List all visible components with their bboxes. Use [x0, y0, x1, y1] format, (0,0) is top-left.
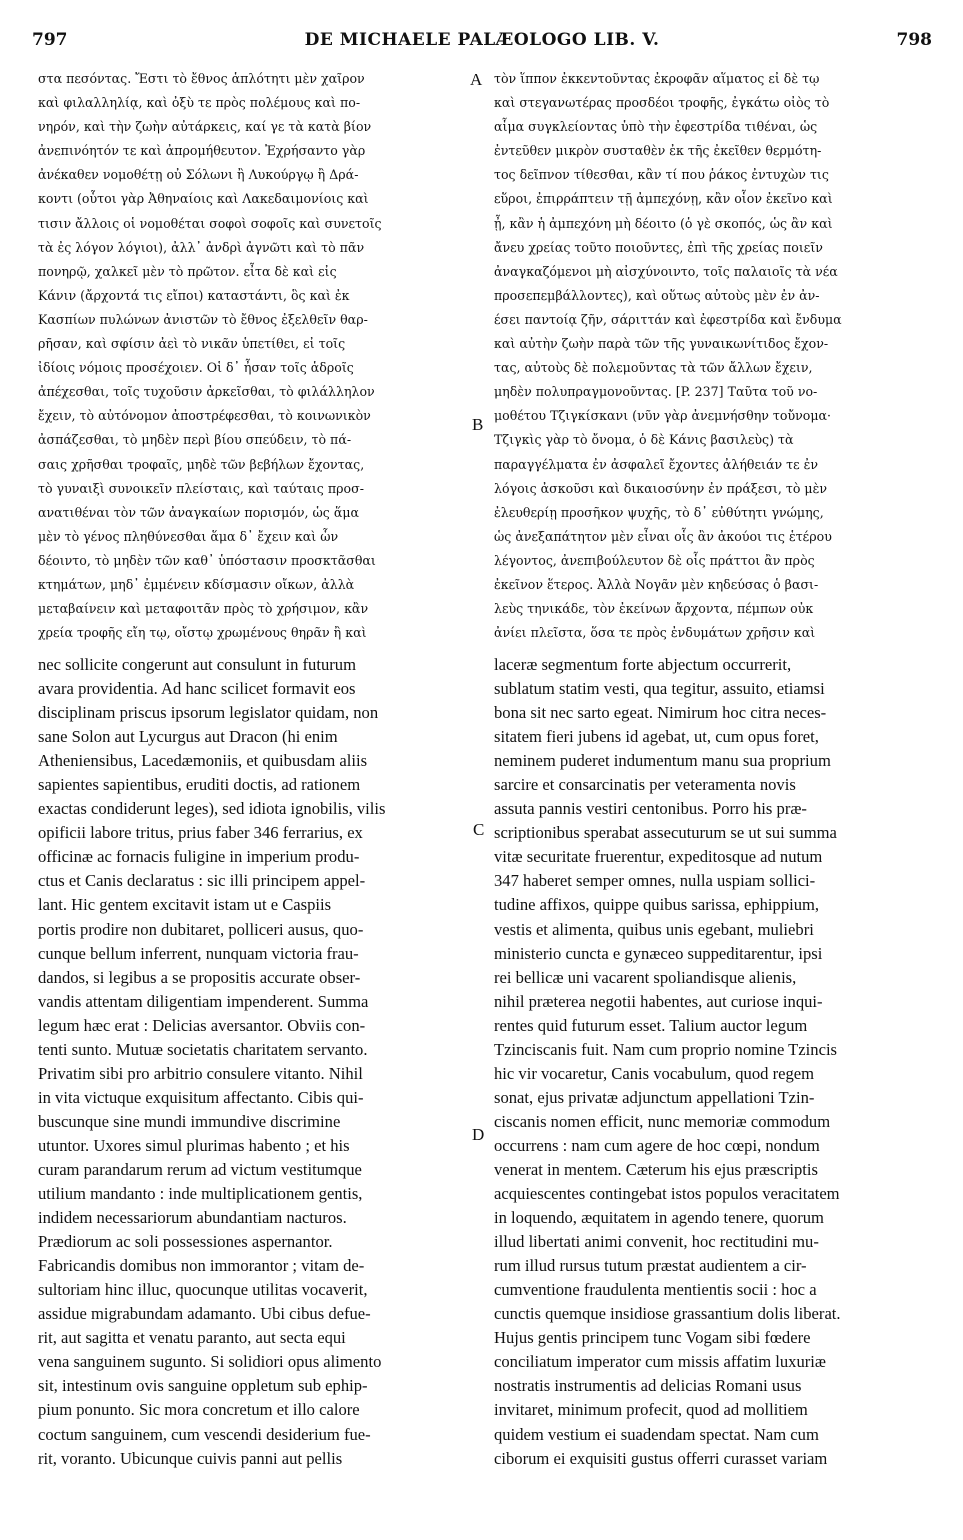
text-line: εὕροι, ἐπιρράπτειν τῇ ἀμπεχόνῃ, κἂν οἷον ἐκεῖνο καὶ — [494, 191, 833, 207]
text-line: rei bellicæ uni vacarent spoliandisque alienis, — [494, 967, 797, 987]
text-line: καὶ στεγανωτέρας προσδέοι τροφῆς, ἐγκάτω οἰὸς τὸ — [494, 95, 830, 111]
text-line: Κάνιν (ἄρχοντά τις εἴποι) καταστάντι, ὃς καὶ ἐκ — [38, 287, 350, 303]
text-line: vandis attentam diligentiam impenderent. Summa — [38, 991, 369, 1011]
text-line: rit, aut sagitta et venatu paranto, aut secta equi — [38, 1328, 346, 1348]
text-line: avara providentia. Ad hanc scilicet formavit eos — [38, 679, 356, 699]
text-line: ἀναγκαζόμενοι μὴ αἰσχύνοιντο, τοῖς παλαιοῖς τὰ νέα — [494, 263, 838, 279]
text-line: assidue migrabundam adamanto. Ubi cibus defue- — [38, 1304, 371, 1324]
text-line: δέοιντο, τὸ μηδὲν τῶν καθ᾽ ὑπόστασιν προσκτᾶσθαι — [38, 552, 376, 568]
text-line: κοντι (οὗτοι γὰρ Ἀθηναίοις καὶ Λακεδαιμονίοις καὶ — [38, 191, 369, 207]
text-line: exactas condiderunt leges), sed idiota ignobilis, vilis — [38, 799, 386, 819]
text-line: στα πεσόντας. Ἔστι τὸ ἔθνος ἁπλότητι μὲν χαῖρον — [38, 71, 365, 86]
text-line: ἀνίει πλεῖστα, ὅσα τε πρὸς ἐνδυμάτων χρῆσιν καὶ — [494, 625, 816, 641]
text-line: acquiescentes contingebat istos populos veracitatem — [494, 1184, 840, 1204]
text-line: ministerio cuncta e gynæceo suppeditarentur, ipsi — [494, 943, 823, 963]
text-line: ἐλευθερίῃ προσῆκον ψυχῆς, τὸ δ᾽ εὐθύτητι γνώμης, — [494, 504, 824, 520]
text-line: ἔχειν, τὸ αὐτόνομον ἀποστρέφεσθαι, τὸ κοινωνικὸν — [38, 408, 371, 424]
text-line: λόγοις ἀσκοῦσι καὶ δικαιοσύνην ἐν πράξεσι, τὸ μὲν — [494, 480, 828, 496]
text-line: indidem necessariorum abundantiam nacturos. — [38, 1208, 347, 1228]
text-line: neminem puderet indumentum manu sua proprium — [494, 751, 831, 771]
text-line: ρῆσαν, καὶ σφίσιν ἀεὶ τὸ νικᾶν ὑπετίθει, εἰ τοῖς — [38, 336, 346, 352]
greek-column-left — [38, 67, 466, 645]
text-line: cunque bellum inferrent, nunquam victoria frau- — [38, 943, 359, 963]
latin-column-right — [494, 653, 934, 1471]
text-line: sitatem fieri jubens id agebat, ut, cum opus foret, — [494, 727, 819, 747]
text-line: ἐντεῦθεν μικρὸν συσταθὲν ἐκ τῆς ἐκεῖθεν θερμότη- — [494, 143, 822, 159]
text-line: ἀνέκαθεν νομοθέτῃ οὐ Σόλωνι ἢ Λυκούργῳ ἢ Δρά- — [38, 167, 359, 183]
text-line: Privatim sibi pro arbitrio consulere vitanto. Nihil — [38, 1063, 363, 1083]
text-line: nostratis instrumentis ad delicias Romani usus — [494, 1376, 802, 1396]
text-line: sane Solon aut Lycurgus aut Dracon (hi enim — [38, 727, 338, 747]
text-line: invitaret, minimum profecit, quod ad mollitiem — [494, 1400, 808, 1420]
text-line: coctum sanguinem, cum vescendi desiderium fue- — [38, 1424, 371, 1444]
text-line: tenti sunto. Mutuæ societatis charitatem servanto. — [38, 1039, 368, 1059]
text-line: officinæ ac fornacis fuligine in imperium produ- — [38, 847, 360, 867]
text-line: nihil præterea negotii habentes, aut curiose inqui- — [494, 991, 823, 1011]
text-line: venerat in mentem. Cæterum his ejus præscriptis — [494, 1159, 818, 1179]
text-line: scriptionibus sperabat assecuturum se ut sui summa — [494, 823, 837, 843]
text-line: έσει παντοίᾳ ζῆν, σάριττάν καὶ ἐφεστρίδα καὶ ἔνδυμα — [494, 311, 842, 327]
text-line: μὲν τὸ γένος πληθύνεσθαι ἅμα δ᾽ ἔχειν καὶ ὧν — [38, 528, 339, 544]
text-line: παραγγέλματα ἐν ἀσφαλεῖ ἔχοντες ἀλήθειάν τε ἐν — [494, 456, 819, 472]
text-line: nec sollicite congerunt aut consulunt in futurum — [38, 655, 356, 674]
text-line: assuta pannis vestiri centonibus. Porro his præ- — [494, 799, 807, 819]
text-line: Atheniensibus, Lacedæmoniis, et quibusdam aliis — [38, 751, 368, 771]
running-title: DE MICHAELE PALÆOLOGO LIB. V. — [304, 30, 660, 50]
text-line: τὰ ἐς λόγον λόγιοι), ἀλλ᾽ ἀνδρὶ ἀγνῶτι καὶ τὸ πᾶν — [38, 239, 365, 255]
text-line: αἷμα συγκλείοντας ὑπὸ τὴν ἐφεστρίδα τιθέναι, ὡς — [494, 119, 818, 135]
text-line: ᾖ, κἂν ἡ ἀμπεχόνη μὴ δέοιτο (ὁ γὲ σκοπός, ὡς ἂν καὶ — [494, 215, 833, 231]
text-line: 347 haberet semper omnes, nulla uspiam sollici- — [494, 871, 816, 891]
text-line: sapientes sapientibus, eruditi doctis, ad rationem — [38, 775, 361, 795]
text-line: ctus et Canis declaratus : sic illi principem appel- — [38, 871, 366, 891]
text-line: ἀπέχεσθαι, τοῖς τυχοῦσιν ἀρκεῖσθαι, τὸ φιλάλληλον — [38, 384, 375, 400]
text-line: rentes quid futurum esset. Talium auctor legum — [494, 1015, 808, 1035]
text-line: τὸν ἵππον ἐκκεντοῦντας ἐκροφᾶν αἵματος εἰ δὲ τῳ — [494, 71, 820, 86]
text-line: rum illud rursus tutum præstat audientem a cir- — [494, 1256, 807, 1276]
text-line: νηρόν, καὶ τὴν ζωὴν αὐτάρκεις, καί γε τὰ κατὰ βίον — [38, 119, 372, 135]
text-line: utilium mandanto : inde multiplicationem gentis, — [38, 1184, 363, 1204]
text-line: in loquendo, æquitatem in agendo tenere, quorum — [494, 1208, 824, 1228]
text-line: ἀνεπινόητόν τε καὶ ἀπρομήθευτον. Ἐχρήσαντο γὰρ — [38, 143, 366, 159]
text-line: ὡς ἀνεξαπάτητον μὲν εἶναι οἷς ἂν ἀκούοι τις ἑτέρου — [494, 528, 832, 544]
text-line: hic vir vocaretur, Canis vocabulum, quod regem — [494, 1063, 815, 1083]
text-line: sit, intestinum ovis sanguine oppletum sub ephip- — [38, 1376, 368, 1396]
text-line: πονηρῷ, χαλκεῖ μὲν τὸ πρῶτον. εἶτα δὲ καὶ εἰς — [38, 263, 337, 279]
text-line: τισιν ἄλλοις οἱ νομοθέται σοφοὶ σοφοῖς καὶ συνετοῖς — [38, 215, 382, 231]
text-line: conciliatum imperator cum missis affatim luxuriæ — [494, 1352, 826, 1372]
text-line: sarcire et consarcinatis per veteramenta novis — [494, 775, 796, 795]
text-line: ἄνευ χρείας τοῦτο ποιοῦντες, ἐπὶ τῆς χρείας ποιεῖν — [494, 239, 823, 255]
text-line: vitæ securitate fruerentur, expeditosque ad nutum — [494, 847, 823, 867]
text-line: Prædiorum ac soli possessiones aspernantor. — [38, 1232, 333, 1252]
text-line: τὸ γυναιξὶ συνοικεῖν πλείσταις, καὶ ταύταις προσ- — [38, 480, 364, 496]
text-line: σαις χρῆσθαι τροφαῖς, μηδὲ τῶν βεβήλων ἔχοντας, — [38, 456, 365, 472]
text-line: vena sanguinem suguntо. Si solidiori opus alimento — [38, 1352, 382, 1372]
text-line: lant. Hic gentem excitavit istam ut e Caspiis — [38, 895, 332, 915]
text-line: utuntor. Uxores simul plurimas habento ; et his — [38, 1135, 350, 1155]
text-line: occurrens : nam cum agere de hoc cœpi, nondum — [494, 1135, 820, 1155]
text-line: illud libertati animi convenit, hoc rectitudini mu- — [494, 1232, 819, 1252]
page-number-left: 797 — [32, 30, 68, 50]
page-header — [32, 30, 932, 60]
text-line: sonat, ejus privatæ adjunctum appellationi Tzin- — [494, 1087, 815, 1107]
text-line: quidem vestium ei suadendam spectat. Nam cum — [494, 1424, 819, 1444]
text-line: Tzinciscanis fuit. Nam cum proprio nomine Tzincis — [494, 1039, 838, 1059]
text-line: τας, αὐτοὺς δὲ πολεμοῦντας τὰ τῶν ἄλλων ἔχειν, — [494, 360, 813, 376]
text-line: τος δεῖπνον τίθεσθαι, κἂν τί που ῥάκος ἐντυχὼν τις — [494, 167, 829, 183]
section-marker-a: A — [470, 70, 483, 89]
text-line: μηδὲν πολυπραγμονοῦντας. [P. 237] Ταῦτα τοῦ νο- — [494, 384, 818, 400]
text-line: Τζιγκὶς γὰρ τὸ ὄνομα, ὁ δὲ Κάνις βασιλεὺς) τὰ — [494, 432, 794, 448]
latin-column-left — [38, 653, 466, 1471]
text-line: ciborum ei exquisiti gustus offerri curasset variam — [494, 1448, 828, 1468]
text-line: καὶ φιλαλληλίᾳ, καὶ ὀξὺ τε πρὸς πολέμους καὶ πο- — [38, 95, 361, 111]
text-line: μεταβαίνειν καὶ μεταφοιτᾶν πρὸς τὸ χρήσιμον, κἂν — [38, 601, 369, 617]
text-line: ἀσπάζεσθαι, τὸ μηδὲν περὶ βίου σπεύδειν, τὸ πά- — [38, 432, 352, 448]
text-line: καὶ αὐτὴν ζωὴν παρὰ τῶν τῆς γυναικωνίτιδος ἔχον- — [494, 336, 829, 352]
page-number-right: 798 — [896, 30, 932, 50]
section-marker-c: C — [473, 820, 485, 839]
text-line: vestis et alimenta, quibus unis egebant, muliebri — [494, 919, 814, 939]
text-line: curam parandarum rerum ad victum vestitumque — [38, 1159, 362, 1179]
section-marker-d: D — [472, 1125, 485, 1144]
section-marker-b: B — [472, 415, 484, 434]
text-line: tudine affixos, quippe quibus sarissa, ephippium, — [494, 895, 820, 915]
text-line: laceræ segmentum forte abjectum occurrerit, — [494, 655, 792, 674]
text-line: ανατιθέναι τὸν τῶν ἀναγκαίων πορισμόν, ὡς ἅμα — [38, 504, 360, 520]
text-line: portis prodire non dubitaret, polliceri ausus, quo- — [38, 919, 364, 939]
text-line: μοθέτου Τζιγκίσκανι (νῦν γὰρ ἀνεμνήσθην τοὔνομα· — [494, 408, 832, 424]
text-line: Hujus gentis principem tunc Vogam sibi fœdere — [494, 1328, 811, 1348]
text-line: opificii labore tritus, prius faber 346 ferrarius, ex — [38, 823, 363, 843]
text-line: ἐκεῖνον ἕτερος. Ἀλλὰ Νογᾶν μὲν κηδεύσας ὁ βασι- — [494, 576, 819, 592]
text-line: rit, voranto. Ubicunque cuivis panni aut pellis — [38, 1448, 343, 1468]
text-line: Fabricandis domibus non immorantor ; vitam de- — [38, 1256, 365, 1276]
text-line: χρεία τροφῆς εἴη τῳ, οἴστῳ χρωμένους θηρᾶν ἢ καὶ — [38, 625, 367, 641]
text-line: κτημάτων, μηδ᾽ ἐμμένειν κδίσμασιν οἴκων, ἀλλὰ — [38, 576, 355, 592]
text-line: sultoriam hinc illuc, quocunque utilitas vocaverit, — [38, 1280, 368, 1300]
text-line: cunctis quemque insidiose grassantium dolis liberat. — [494, 1304, 841, 1324]
text-line: cumventione fraudulenta mentientis socii : hoc a — [494, 1280, 817, 1300]
text-line: in vita victuque exquisitum affectanto. Cibis qui- — [38, 1087, 364, 1107]
text-line: sublatum statim vesti, qua tegitur, assuito, etiamsi — [494, 679, 825, 699]
text-line: dandos, si legibus a se propositis accurate obser- — [38, 967, 361, 987]
text-line: προσεπεμβάλλοντες), καὶ οὕτως αὐτοὺς μὲν ἐν ἀν- — [494, 287, 820, 303]
text-line: ἰδίοις νόμοις προσέχοιεν. Οἱ δ᾽ ἦσαν τοῖς ἁδροῖς — [38, 360, 354, 376]
text-line: disciplinam priscus ipsorum legislator quidam, non — [38, 703, 379, 723]
text-line: ciscanis nomen efficit, nunc memoriæ commodum — [494, 1111, 831, 1131]
text-line: buscunque sine mundi immundive discrimine — [38, 1111, 341, 1131]
text-line: legum hæc erat : Delicias aversantor. Obviis con- — [38, 1015, 366, 1035]
greek-column-right — [494, 67, 934, 645]
text-line: λεὺς τηνικάδε, τὸν ἐκείνων ἄρχοντα, πέμπων οὐκ — [494, 601, 814, 617]
text-line: λέγοντος, ἀνεπιβούλευτον δὲ οἷς πράττοι ἂν πρὸς — [494, 552, 815, 568]
text-line: bona sit nec sarto egeat. Nimirum hoc citra neces- — [494, 703, 827, 723]
text-line: pium ponunto. Sic mora concretum et illo calore — [38, 1400, 360, 1420]
text-line: Κασπίων πυλώνων ἀνιστῶν τὸ ἔθνος ἐξελθεῖν θαρ- — [38, 311, 368, 327]
